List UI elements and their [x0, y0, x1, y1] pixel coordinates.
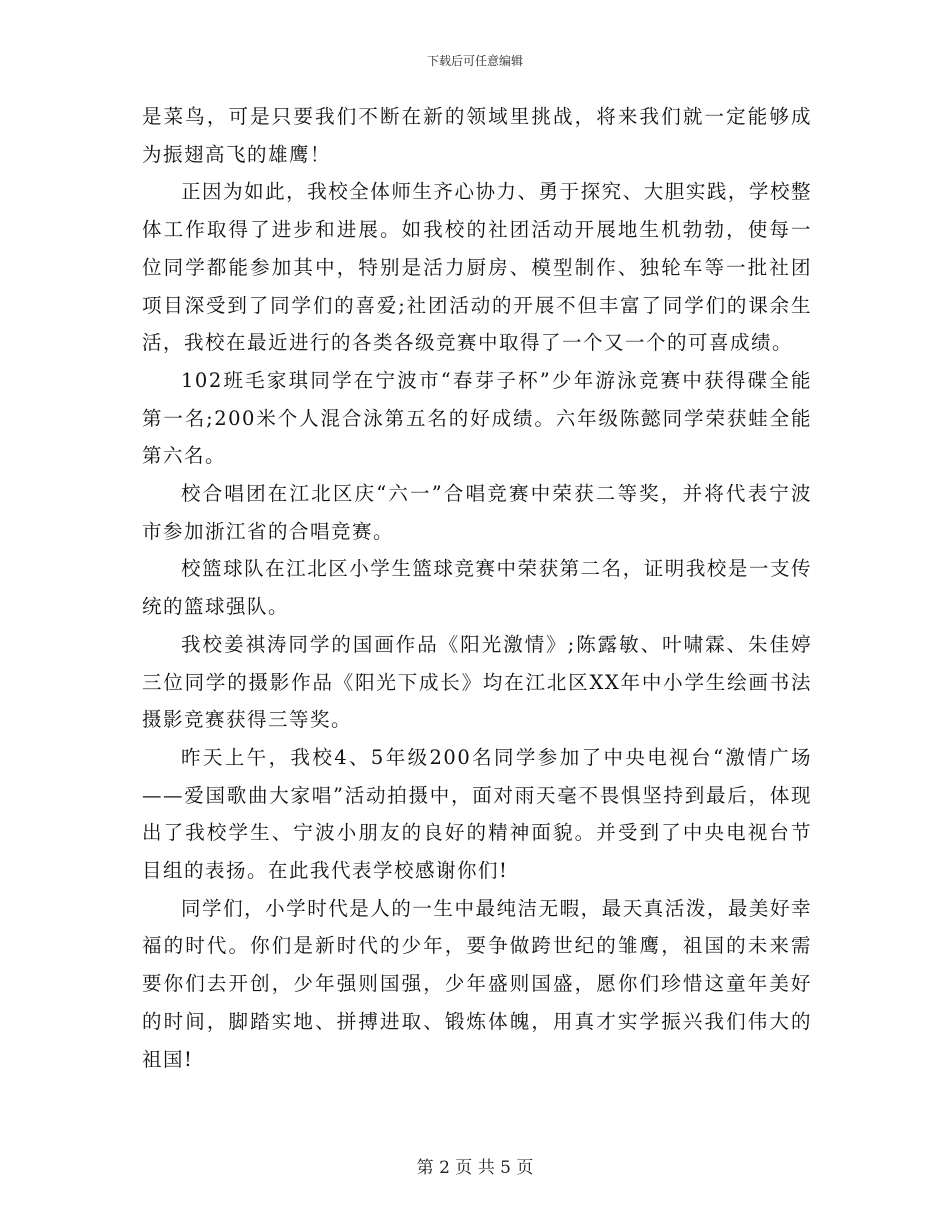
paragraph-3: 102班毛家琪同学在宁波市“春芽子杯”少年游泳竞赛中获得碟全能第一名;200米个人混合泳第五名的好成绩。六年级陈懿同学荣获蛙全能第六名。 — [142, 368, 812, 468]
page-header: 下载后可任意编辑 — [426, 54, 523, 68]
paragraph-1: 是菜鸟，可是只要我们不断在新的领域里挑战，将来我们就一定能够成为振翅高飞的雄鹰！ — [142, 105, 812, 166]
paragraph-6: 我校姜祺涛同学的国画作品《阳光激情》;陈露敏、叶啸霖、朱佳婷三位同学的摄影作品《阳光下成长》均在江北区XX年中小学生绘画书法摄影竞赛获得三等奖。 — [142, 632, 812, 732]
paragraph-8: 同学们，小学时代是人的一生中最纯洁无暇，最天真活泼，最美好幸福的时代。你们是新时代的少年，要争做跨世纪的雏鹰，祖国的未来需要你们去开创，少年强则国强，少年盛则国盛，愿你们珍惜这童年美好的时间，脚踏实地、拼搏进取、锻炼体魄，用真才实学振兴我们伟大的祖国! — [142, 896, 812, 1071]
page-footer: 第 2 页 共 5 页 — [416, 1158, 534, 1178]
document-body — [142, 98, 812, 1078]
paragraph-5: 校篮球队在江北区小学生篮球竞赛中荣获第二名，证明我校是一支传统的篮球强队。 — [142, 557, 812, 619]
paragraph-2: 正因为如此，我校全体师生齐心协力、勇于探究、大胆实践，学校整体工作取得了进步和进展。如我校的社团活动开展地生机勃勃，使每一位同学都能参加其中，特别是活力厨房、模型制作、独轮车等一批社团项目深受到了同学们的喜爱;社团活动的开展不但丰富了同学们的课余生活，我校在最近进行的各类各级竞赛中取得了一个又一个的可喜成绩。 — [142, 180, 812, 355]
paragraph-7: 昨天上午，我校4、5年级200名同学参加了中央电视台“激情广场——爱国歌曲大家唱”活动拍摄中，面对雨天毫不畏惧坚持到最后，体现出了我校学生、宁波小朋友的良好的精神面貌。并受到了中央电视台节目组的表扬。在此我代表学校感谢你们! — [142, 745, 812, 883]
paragraph-4: 校合唱团在江北区庆“六一”合唱竞赛中荣获二等奖，并将代表宁波市参加浙江省的合唱竞赛。 — [142, 482, 812, 543]
